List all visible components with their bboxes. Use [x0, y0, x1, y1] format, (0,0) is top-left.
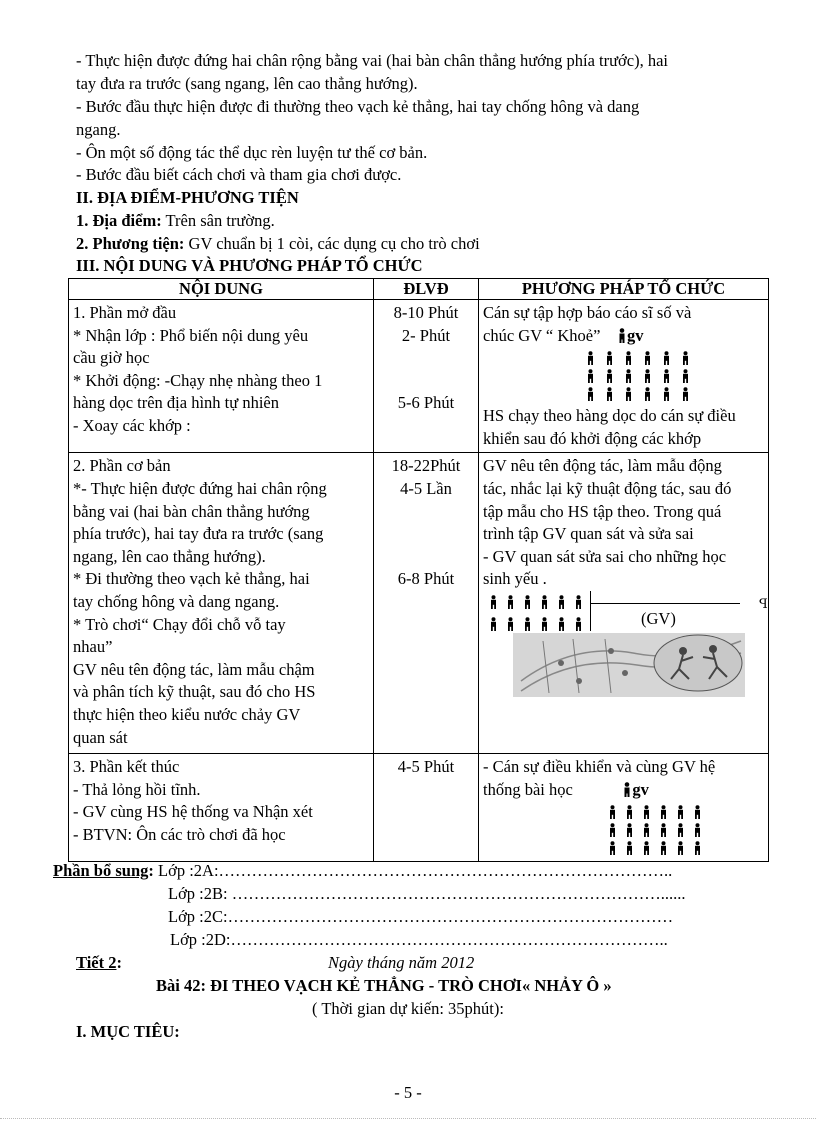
student-figure-icon	[676, 841, 685, 855]
supplement-label: Phần bổ sung	[53, 861, 149, 880]
row2-content-line: ngang, lên cao thẳng hướng).	[73, 546, 266, 566]
student-figure-icon	[608, 841, 617, 855]
supplement-colon: :	[148, 861, 154, 880]
student-figure-icon	[506, 595, 515, 609]
row1-formation	[483, 347, 764, 405]
row1-method-line: Cán sự tập hợp báo cáo sĩ số và	[483, 303, 692, 322]
row1-dose-line: 2- Phút	[401, 325, 451, 345]
row2-method-line: - GV quan sát sửa sai cho những học	[483, 546, 727, 566]
student-figure-icon	[681, 387, 690, 401]
row2-method-line: tác, nhắc lại kỹ thuật động tác, sau đó	[483, 478, 732, 498]
student-figure-icon	[574, 617, 583, 631]
student-figure-icon	[605, 387, 614, 401]
student-figure-icon	[642, 805, 651, 819]
row1-method	[479, 300, 769, 453]
student-figure-icon	[557, 595, 566, 609]
student-figure-icon	[643, 369, 652, 383]
row2-dose	[374, 453, 479, 754]
table-header-row	[69, 279, 769, 300]
section2-heading: II. ĐỊA ĐIỂM-PHƯƠNG TIỆN	[76, 188, 299, 207]
row2-dose-line	[378, 546, 474, 569]
row2-dose-line: 6-8 Phút	[397, 569, 455, 589]
header-method: PHƯƠNG PHÁP TỔ CHỨC	[479, 279, 769, 300]
row3-method-line: - Cán sự điều khiển và cùng GV hệ	[483, 756, 716, 776]
place-line	[76, 210, 275, 232]
supplement-class-2b: Lớp :2B: ……………………………………………………………………......	[168, 884, 686, 903]
place-value: Trên sân trường.	[161, 211, 275, 230]
lesson2-label-line	[76, 952, 122, 974]
student-figure-icon	[489, 595, 498, 609]
row1-dose-line	[378, 370, 474, 393]
lesson2-duration: ( Thời gian dự kiến: 35phút):	[312, 999, 504, 1018]
header-dose: ĐLVĐ	[374, 279, 479, 300]
section3-heading: III. NỘI DUNG VÀ PHƯƠNG PHÁP TỔ CHỨC	[76, 256, 423, 275]
row1-gv-label: gv	[626, 325, 644, 345]
row3-dose-line: 4-5 Phút	[397, 756, 455, 776]
row1-dose-line: 5-6 Phút	[397, 393, 455, 413]
row2-dose-line	[378, 523, 474, 546]
header-content: NỘI DUNG	[69, 279, 374, 300]
row3-content-line: - Thả lỏng hồi tĩnh.	[73, 779, 201, 799]
row1-dose-line: 8-10 Phút	[393, 303, 459, 322]
student-figure-icon	[608, 823, 617, 837]
row2-gv-label: (GV)	[641, 608, 676, 628]
row3-method-line	[483, 779, 764, 802]
row1-method-line: khiển sau đó khởi động các khớp	[483, 428, 702, 448]
student-figure-icon	[586, 351, 595, 365]
table-row	[69, 753, 769, 861]
row1-content-line: - Xoay các khớp :	[73, 415, 191, 435]
row2-method-line: GV nêu tên động tác, làm mẫu động	[483, 456, 722, 476]
student-figure-icon	[540, 617, 549, 631]
student-figure-icon	[608, 805, 617, 819]
row3-method-text: thống bài học	[483, 779, 573, 799]
row1-content	[69, 300, 374, 453]
row1-content-line: cầu giờ học	[73, 348, 150, 368]
student-figure-icon	[662, 387, 671, 401]
row2-content-line: * Trò chơi“ Chạy đổi chỗ vỗ tay	[73, 614, 286, 634]
row3-content-line: - BTVN: Ôn các trò chơi đã học	[73, 824, 286, 844]
student-figure-icon	[642, 823, 651, 837]
supplement-class-2a: Lớp :2A:………………………………………………………………………..	[153, 861, 673, 880]
student-figure-icon	[643, 351, 652, 365]
row2-dose-line	[378, 501, 474, 524]
student-figure-icon	[643, 387, 652, 401]
student-figure-icon	[693, 823, 702, 837]
running-game-illustration	[513, 633, 745, 697]
row2-content-line: bằng vai (hai bàn chân thẳng hướng	[73, 501, 310, 521]
student-figure-icon	[624, 369, 633, 383]
student-figure-icon	[625, 823, 634, 837]
student-figure-icon	[624, 351, 633, 365]
row2-content-line: phía trước), hai tay đưa ra trước (sang	[73, 524, 324, 544]
lesson2-colon: :	[116, 953, 122, 972]
student-figure-icon	[642, 841, 651, 855]
student-figure-icon	[676, 805, 685, 819]
means-label: 2. Phương tiện:	[76, 234, 185, 253]
place-label: 1. Địa điểm:	[76, 211, 162, 230]
row1-dose	[374, 300, 479, 453]
row2-content-line: thực hiện theo kiểu nước chảy GV	[73, 704, 301, 724]
table-row	[69, 300, 769, 453]
student-figure-icon	[586, 387, 595, 401]
student-figure-icon	[574, 595, 583, 609]
student-figure-icon	[681, 351, 690, 365]
row2-content-line: tay chống hông và dang ngang.	[73, 591, 280, 611]
student-figure-icon	[681, 369, 690, 383]
footer-divider	[0, 1118, 816, 1119]
row2-method-line: tập mẫu cho HS tập theo. Trong quá	[483, 501, 722, 521]
student-figure-icon	[659, 841, 668, 855]
row1-content-line: * Nhận lớp : Phổ biến nội dung yêu	[73, 325, 309, 345]
lesson2-title: Bài 42: ĐI THEO VẠCH KẺ THẲNG - TRÒ CHƠI« NHẢY Ô »	[156, 976, 612, 995]
row2-method-line: sinh yếu .	[483, 569, 547, 589]
student-figure-icon	[693, 841, 702, 855]
row3-content	[69, 753, 374, 861]
page-number: - 5 -	[394, 1083, 422, 1102]
student-figure-icon	[557, 617, 566, 631]
student-figure-icon	[662, 369, 671, 383]
student-figure-icon	[506, 617, 515, 631]
row2-content-line: *- Thực hiện được đứng hai chân rộng	[73, 478, 327, 498]
supplement-class-2d: Lớp :2D:……………………………………………………………………..	[170, 930, 668, 949]
intro-line-2: tay đưa ra trước (sang ngang, lên cao thẳng hướng).	[76, 74, 418, 93]
teacher-position-icon: ꟼ	[759, 595, 768, 611]
row2-content-line: nhau”	[73, 637, 113, 657]
student-figure-icon	[605, 351, 614, 365]
row2-content-line: và phân tích kỹ thuật, sau đó cho HS	[73, 682, 316, 702]
row2-dose-line: 4-5 Lần	[400, 478, 452, 498]
row2-dose-line: 18-22Phút	[391, 456, 461, 476]
intro-line-4: ngang.	[76, 120, 121, 139]
means-line	[76, 233, 480, 255]
row2-content-line: 2. Phần cơ bản	[73, 456, 171, 476]
formation-divider	[590, 591, 591, 631]
row3-content-line: - GV cùng HS hệ thống va Nhận xét	[73, 802, 313, 822]
teacher-figure-icon	[617, 328, 627, 343]
row1-content-line: hàng dọc trên địa hình tự nhiên	[73, 393, 279, 413]
intro-line-3: - Bước đầu thực hiện được đi thường theo vạch kẻ thẳng, hai tay chống hông và dang	[76, 97, 640, 116]
student-figure-icon	[605, 369, 614, 383]
row3-method	[479, 753, 769, 861]
student-figure-icon	[625, 841, 634, 855]
row2-content-line: * Đi thường theo vạch kẻ thẳng, hai	[73, 569, 310, 589]
row3-content-line: 3. Phần kết thúc	[73, 756, 180, 776]
row1-content-line: * Khởi động: -Chạy nhẹ nhàng theo 1	[73, 370, 323, 390]
lesson-plan-table	[68, 278, 769, 862]
intro-line-6: - Bước đầu biết cách chơi và tham gia chơi được.	[76, 165, 402, 184]
row2-method	[479, 453, 769, 754]
supplement-line-1	[53, 860, 672, 882]
row2-content-line: GV nêu tên động tác, làm mẫu chậm	[73, 659, 315, 679]
student-figure-icon	[523, 617, 532, 631]
student-figure-icon	[586, 369, 595, 383]
row2-content-line: quan sát	[73, 727, 128, 747]
student-figure-icon	[676, 823, 685, 837]
student-figure-icon	[540, 595, 549, 609]
row1-method-line: HS chạy theo hàng dọc do cán sự điều	[483, 406, 736, 426]
row2-game-diagram	[483, 591, 768, 751]
student-figure-icon	[625, 805, 634, 819]
student-figure-icon	[662, 351, 671, 365]
teacher-figure-icon	[622, 782, 632, 797]
row1-method-line	[483, 325, 764, 348]
intro-line-5: - Ôn một số động tác thể dục rèn luyện tư thế cơ bản.	[76, 143, 428, 162]
lesson2-goals-heading: I. MỤC TIÊU:	[76, 1022, 180, 1041]
student-figure-icon	[659, 823, 668, 837]
row1-method-text: chúc GV “ Khoẻ”	[483, 325, 601, 345]
student-figure-icon	[624, 387, 633, 401]
student-figure-icon	[693, 805, 702, 819]
start-line	[590, 603, 740, 604]
row1-content-line: 1. Phần mở đầu	[73, 303, 177, 322]
student-figure-icon	[489, 617, 498, 631]
row3-gv-label: gv	[632, 779, 649, 799]
student-figure-icon	[523, 595, 532, 609]
table-row	[69, 453, 769, 754]
row2-method-line: trình tập GV quan sát và sửa sai	[483, 524, 694, 544]
row2-content	[69, 453, 374, 754]
supplement-class-2c: Lớp :2C:………………………………………………………………………	[168, 907, 674, 926]
row3-dose	[374, 753, 479, 861]
row1-dose-line	[378, 347, 474, 370]
intro-line-1: - Thực hiện được đứng hai chân rộng bằng vai (hai bàn chân thẳng hướng phía trước), hai	[76, 51, 668, 70]
means-value: GV chuẩn bị 1 còi, các dụng cụ cho trò chơi	[184, 234, 480, 253]
lesson2-label: Tiết 2	[76, 953, 117, 972]
student-figure-icon	[659, 805, 668, 819]
lesson2-date: Ngày tháng năm 2012	[328, 953, 475, 972]
row3-formation	[483, 801, 764, 859]
